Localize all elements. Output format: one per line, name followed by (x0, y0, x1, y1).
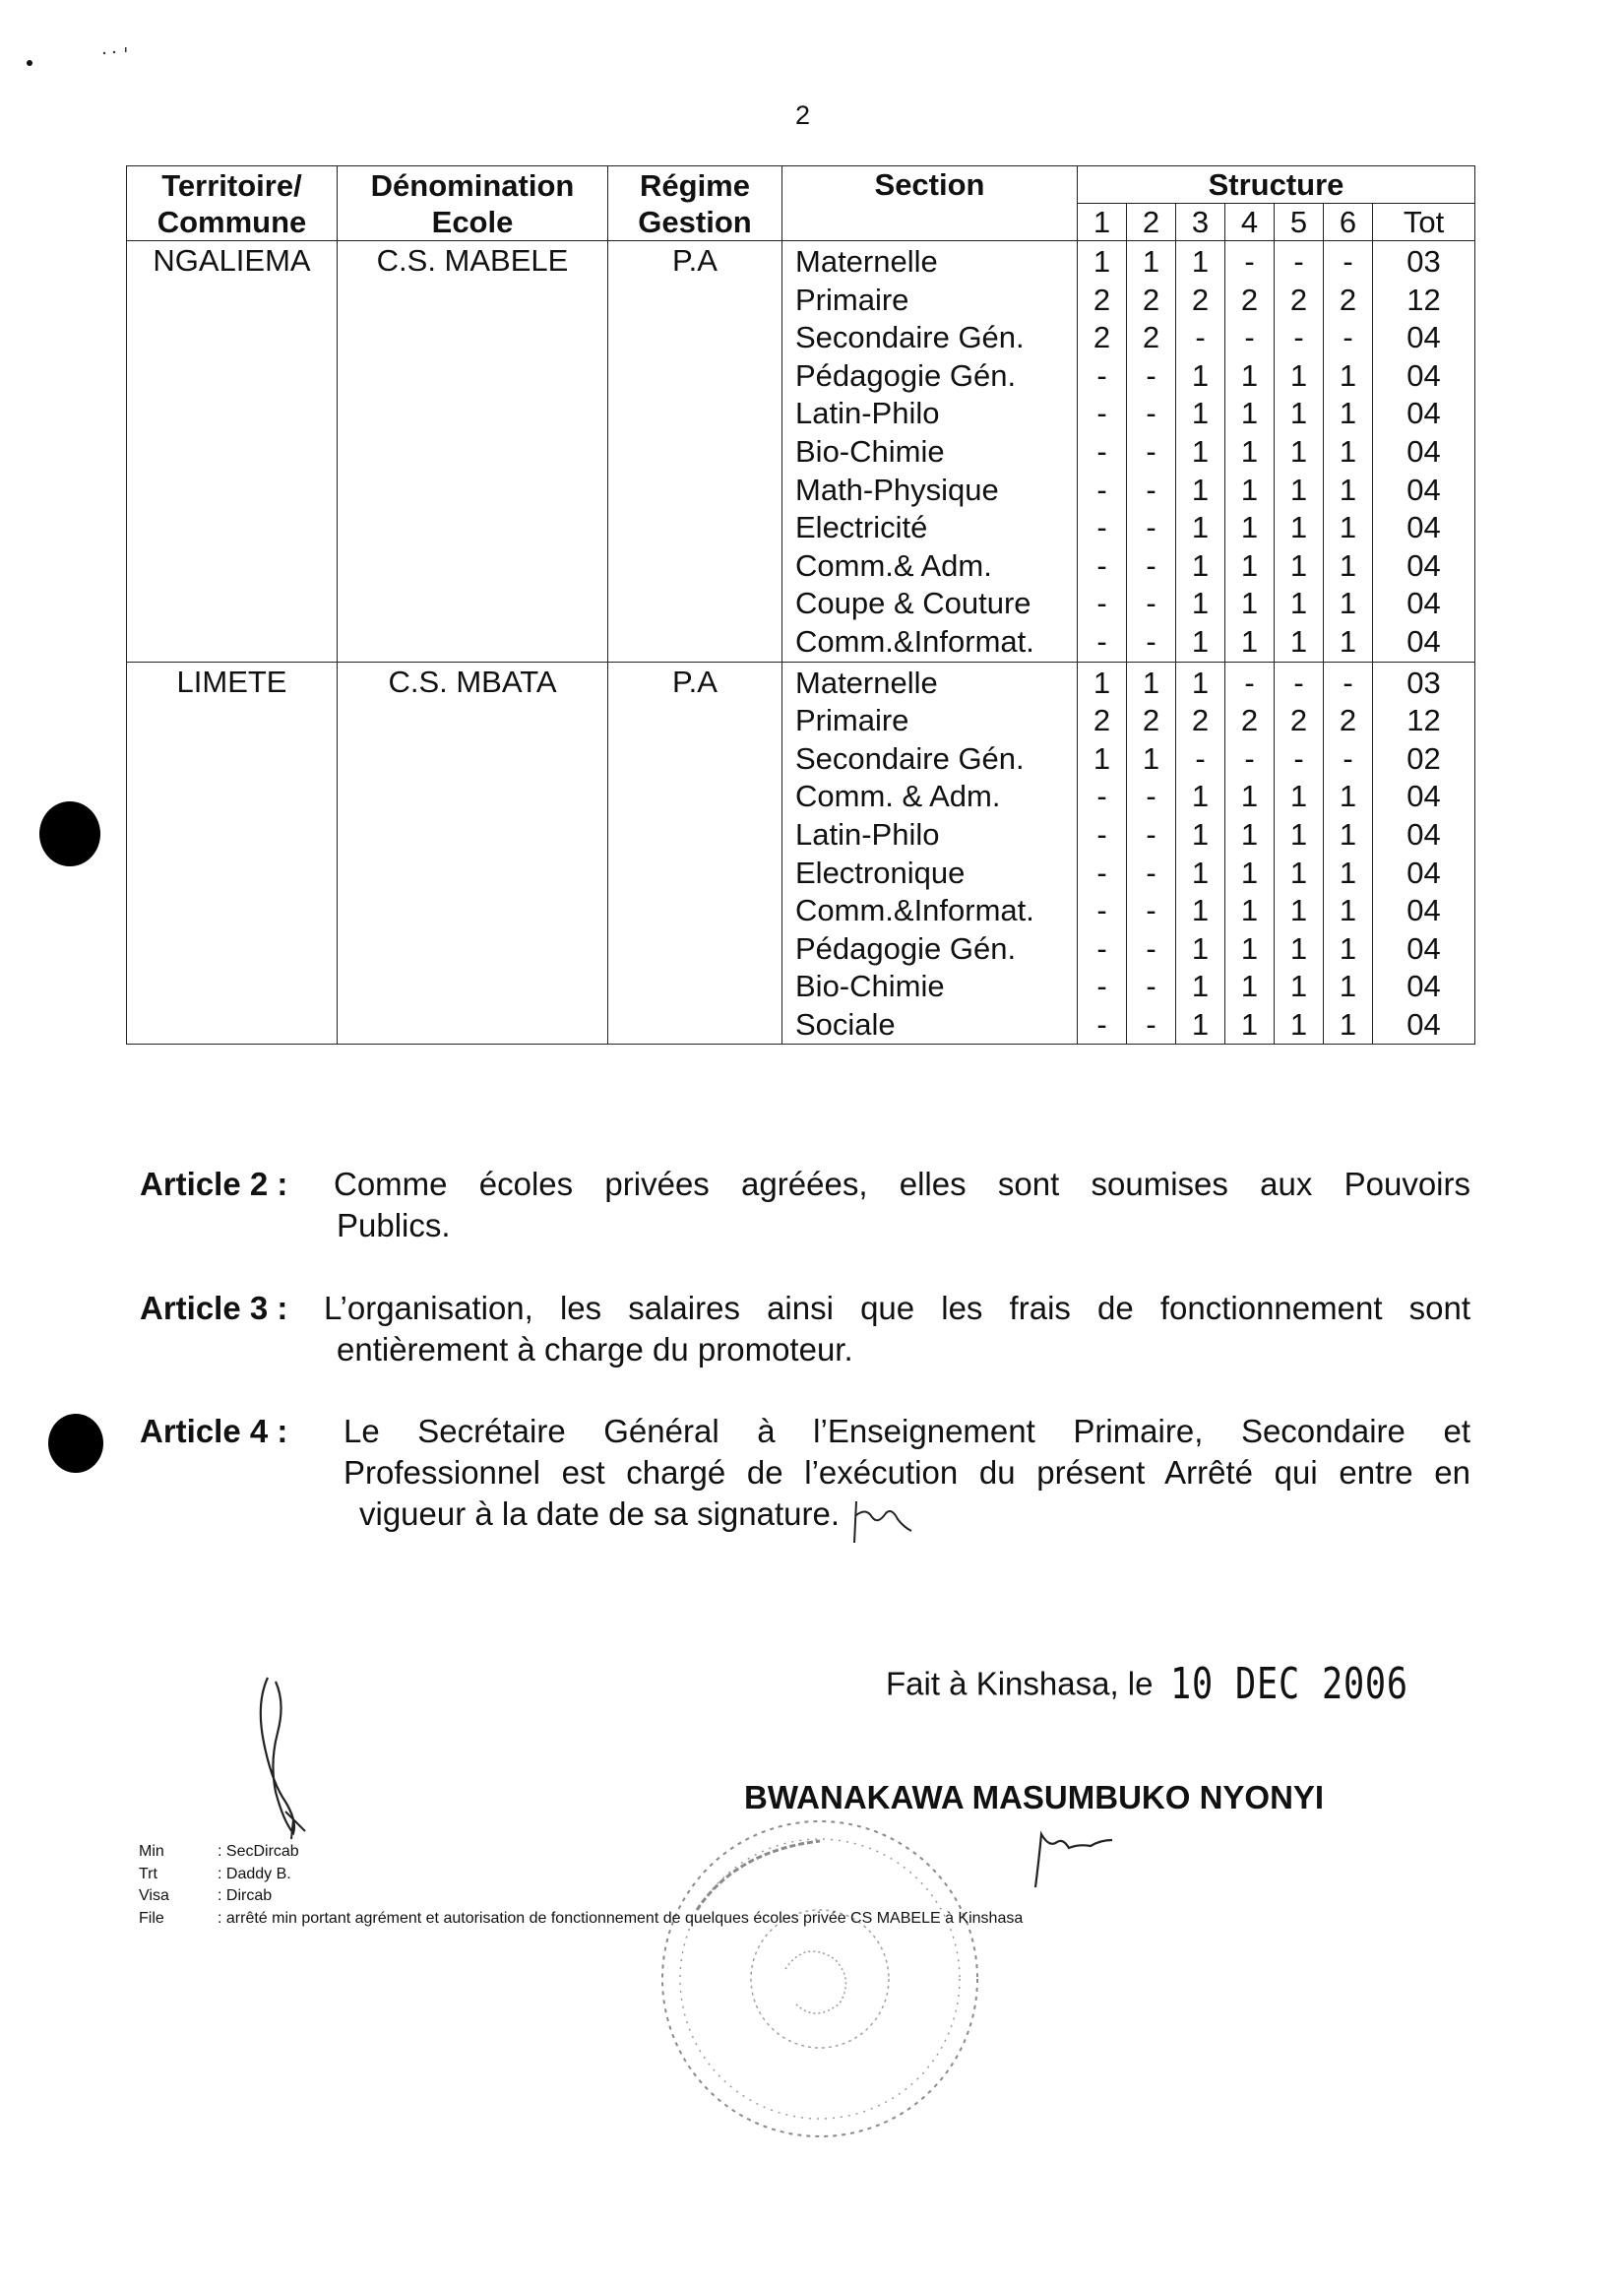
place-label: Fait à Kinshasa, le (886, 1665, 1154, 1702)
header-col-4: 4 (1225, 204, 1275, 241)
class-count: 1 (1240, 472, 1259, 507)
cell-year-column-3 (1176, 241, 1225, 663)
footer-row-trt: Trt : Daddy B. (139, 1865, 291, 1882)
class-count: 1 (1339, 855, 1357, 890)
class-count: 1 (1191, 244, 1210, 279)
class-count: - (1096, 586, 1107, 621)
class-count: 1 (1339, 396, 1357, 431)
class-count: 1 (1142, 665, 1160, 700)
section-name: Maternelle (795, 244, 938, 279)
total-value: 03 (1406, 244, 1441, 279)
total-value: 03 (1406, 665, 1441, 700)
class-count: - (1146, 816, 1156, 852)
total-value: 04 (1406, 396, 1441, 431)
cell-total-column (1373, 241, 1475, 663)
class-count: - (1096, 779, 1107, 814)
class-count: 1 (1240, 1006, 1259, 1042)
cell-year-column-5 (1275, 241, 1324, 663)
class-count: 1 (1339, 433, 1357, 469)
class-count: 1 (1191, 547, 1210, 583)
class-count: 1 (1289, 816, 1308, 852)
article-4 (140, 1411, 1470, 1545)
header-col-1: 1 (1078, 204, 1127, 241)
class-count: - (1146, 586, 1156, 621)
class-count: - (1146, 855, 1156, 890)
class-count: 1 (1191, 855, 1210, 890)
date-stamp: 10 DEC 2006 (1170, 1659, 1409, 1709)
class-count: 1 (1339, 930, 1357, 966)
class-count: 1 (1142, 244, 1160, 279)
class-count: - (1146, 472, 1156, 507)
class-count: 1 (1240, 623, 1259, 659)
header-col-6: 6 (1324, 204, 1373, 241)
article-4-text: Le Secrétaire Général à l’Enseignement Primaire, Secondaire et Professionnel est chargé de l’exécution du présent Arrêté qui entre en (344, 1413, 1470, 1491)
class-count: 2 (1093, 282, 1111, 317)
punch-hole-upper (35, 799, 104, 868)
class-count: 1 (1240, 816, 1259, 852)
class-count: - (1244, 665, 1255, 700)
class-count: - (1096, 893, 1107, 928)
class-count: 1 (1191, 510, 1210, 545)
class-count: 1 (1240, 510, 1259, 545)
class-count: 1 (1339, 547, 1357, 583)
total-value: 04 (1406, 930, 1441, 966)
total-value: 04 (1406, 855, 1441, 890)
section-name: Latin-Philo (795, 396, 940, 431)
class-count: - (1096, 930, 1107, 966)
class-count: - (1096, 547, 1107, 583)
class-count: - (1096, 396, 1107, 431)
article-2-text: Comme écoles privées agréées, elles sont soumises aux Pouvoirs (334, 1166, 1470, 1202)
class-count: 1 (1240, 396, 1259, 431)
class-count: 1 (1289, 510, 1308, 545)
article-3-text-cont: entièrement à charge du promoteur. (337, 1331, 853, 1367)
section-name: Latin-Philo (795, 816, 940, 852)
class-count: - (1096, 433, 1107, 469)
total-value: 04 (1406, 623, 1441, 659)
class-count: 2 (1142, 703, 1160, 738)
article-2 (140, 1164, 1470, 1246)
cell-total-column (1373, 662, 1475, 1045)
class-count: - (1343, 320, 1353, 355)
class-count: - (1195, 740, 1206, 776)
class-count: 1 (1191, 665, 1210, 700)
class-count: - (1146, 396, 1156, 431)
cell-year-column-6 (1324, 662, 1373, 1045)
class-count: 2 (1142, 282, 1160, 317)
cell-year-column-4 (1225, 662, 1275, 1045)
class-count: 1 (1289, 893, 1308, 928)
header-col-tot: Tot (1373, 204, 1475, 241)
scan-specks (20, 39, 128, 79)
header-col-2: 2 (1127, 204, 1176, 241)
class-count: 1 (1289, 547, 1308, 583)
class-count: 1 (1191, 779, 1210, 814)
header-col-3: 3 (1176, 204, 1225, 241)
section-name: Primaire (795, 703, 909, 738)
class-count: - (1146, 623, 1156, 659)
class-count: 1 (1289, 586, 1308, 621)
article-3-text: L’organisation, les salaires ainsi que les frais de fonctionnement sont (324, 1290, 1470, 1326)
section-name: Secondaire Gén. (795, 740, 1025, 776)
section-name: Sociale (795, 1006, 896, 1042)
section-name: Comm.&Informat. (795, 893, 1034, 928)
total-value: 04 (1406, 510, 1441, 545)
class-count: 1 (1289, 855, 1308, 890)
class-count: - (1293, 244, 1304, 279)
footer-row-file: File : arrêté min portant agrément et autorisation de fonctionnement de quelques écoles privée CS MABELE à Kinshasa (139, 1909, 1024, 1927)
header-regime: Régime Gestion (608, 166, 782, 241)
cell-sections (782, 662, 1078, 1045)
total-value: 02 (1406, 740, 1441, 776)
section-name: Pédagogie Gén. (795, 930, 1017, 966)
class-count: 1 (1191, 1006, 1210, 1042)
class-count: 1 (1339, 357, 1357, 393)
class-count: - (1244, 740, 1255, 776)
cell-year-column-1 (1078, 241, 1127, 663)
class-count: 1 (1240, 855, 1259, 890)
school-group-row (127, 662, 1475, 1045)
cell-territoire: NGALIEMA (127, 241, 338, 663)
class-count: 1 (1191, 357, 1210, 393)
class-count: 1 (1289, 472, 1308, 507)
class-count: 1 (1191, 472, 1210, 507)
class-count: - (1146, 357, 1156, 393)
class-count: 1 (1339, 472, 1357, 507)
class-count: - (1096, 855, 1107, 890)
class-count: 1 (1289, 623, 1308, 659)
cell-year-column-6 (1324, 241, 1373, 663)
cell-year-column-2 (1127, 662, 1176, 1045)
section-name: Comm. & Adm. (795, 779, 1001, 814)
header-col-5: 5 (1275, 204, 1324, 241)
class-count: 1 (1289, 969, 1308, 1004)
class-count: - (1146, 1006, 1156, 1042)
class-count: - (1146, 969, 1156, 1004)
class-count: 1 (1240, 779, 1259, 814)
class-count: 1 (1191, 816, 1210, 852)
handwritten-paraph (246, 1674, 325, 1841)
place-and-date (886, 1659, 1468, 1709)
class-count: - (1146, 893, 1156, 928)
total-value: 04 (1406, 357, 1441, 393)
class-count: - (1096, 969, 1107, 1004)
class-count: 2 (1289, 282, 1308, 317)
total-value: 12 (1406, 282, 1441, 317)
page-number: 2 (795, 100, 811, 130)
class-count: 1 (1289, 357, 1308, 393)
class-count: 1 (1240, 586, 1259, 621)
total-value: 04 (1406, 779, 1441, 814)
initials-mark (848, 1497, 917, 1545)
class-count: 2 (1289, 703, 1308, 738)
class-count: - (1195, 320, 1206, 355)
total-value: 04 (1406, 969, 1441, 1004)
cell-regime: P.A (608, 241, 782, 663)
class-count: 2 (1093, 320, 1111, 355)
class-count: 1 (1191, 433, 1210, 469)
article-4-text-cont: vigueur à la date de sa signature. (140, 1494, 1470, 1545)
signature (1024, 1826, 1132, 1895)
class-count: 1 (1289, 433, 1308, 469)
class-count: 2 (1093, 703, 1111, 738)
header-denomination: Dénomination Ecole (338, 166, 608, 241)
cell-ecole: C.S. MABELE (338, 241, 608, 663)
class-count: 1 (1191, 623, 1210, 659)
section-name: Bio-Chimie (795, 969, 945, 1004)
section-name: Electronique (795, 855, 966, 890)
class-count: 1 (1339, 623, 1357, 659)
section-name: Coupe & Couture (795, 586, 1031, 621)
class-count: 1 (1191, 396, 1210, 431)
class-count: - (1096, 1006, 1107, 1042)
class-count: 1 (1289, 396, 1308, 431)
article-4-label: Article 4 : (140, 1413, 288, 1449)
section-name: Comm.& Adm. (795, 547, 992, 583)
section-name: Electricité (795, 510, 928, 545)
class-count: 1 (1191, 893, 1210, 928)
class-count: 1 (1191, 586, 1210, 621)
class-count: - (1096, 472, 1107, 507)
class-count: 1 (1240, 433, 1259, 469)
class-count: 1 (1093, 244, 1111, 279)
article-3-label: Article 3 : (140, 1290, 288, 1326)
class-count: 1 (1339, 893, 1357, 928)
section-name: Comm.&Informat. (795, 623, 1034, 659)
class-count: - (1343, 244, 1353, 279)
class-count: 1 (1240, 357, 1259, 393)
section-name: Secondaire Gén. (795, 320, 1025, 355)
class-count: 2 (1142, 320, 1160, 355)
total-value: 04 (1406, 1006, 1441, 1042)
header-section: Section (782, 166, 1078, 241)
article-2-label: Article 2 : (140, 1166, 288, 1202)
class-count: 1 (1289, 1006, 1308, 1042)
total-value: 04 (1406, 547, 1441, 583)
class-count: 1 (1339, 969, 1357, 1004)
punch-hole-lower (45, 1410, 106, 1477)
cell-territoire: LIMETE (127, 662, 338, 1045)
class-count: - (1293, 665, 1304, 700)
section-name: Maternelle (795, 665, 938, 700)
class-count: - (1096, 510, 1107, 545)
total-value: 12 (1406, 703, 1441, 738)
total-value: 04 (1406, 893, 1441, 928)
school-group-row (127, 241, 1475, 663)
total-value: 04 (1406, 433, 1441, 469)
class-count: - (1146, 779, 1156, 814)
class-count: 1 (1339, 510, 1357, 545)
class-count: - (1096, 623, 1107, 659)
class-count: - (1244, 320, 1255, 355)
class-count: 1 (1339, 586, 1357, 621)
class-count: 1 (1093, 740, 1111, 776)
class-count: - (1293, 740, 1304, 776)
class-count: - (1096, 816, 1107, 852)
class-count: - (1146, 547, 1156, 583)
total-value: 04 (1406, 472, 1441, 507)
footer-references (139, 1841, 1023, 1930)
cell-year-column-1 (1078, 662, 1127, 1045)
class-count: 2 (1191, 282, 1210, 317)
class-count: 1 (1240, 930, 1259, 966)
class-count: 1 (1191, 969, 1210, 1004)
article-3 (140, 1288, 1470, 1370)
cell-year-column-5 (1275, 662, 1324, 1045)
footer-row-min: Min : SecDircab (139, 1843, 299, 1860)
class-count: 2 (1191, 703, 1210, 738)
class-count: 1 (1289, 930, 1308, 966)
class-count: - (1096, 357, 1107, 393)
school-structure-table (126, 165, 1475, 1045)
class-count: 1 (1339, 1006, 1357, 1042)
class-count: 1 (1240, 893, 1259, 928)
class-count: 1 (1142, 740, 1160, 776)
cell-year-column-2 (1127, 241, 1176, 663)
header-territoire: Territoire/ Commune (127, 166, 338, 241)
section-name: Bio-Chimie (795, 433, 945, 469)
class-count: 2 (1339, 703, 1357, 738)
class-count: - (1343, 665, 1353, 700)
class-count: 1 (1093, 665, 1111, 700)
class-count: 1 (1191, 930, 1210, 966)
class-count: 1 (1240, 547, 1259, 583)
cell-year-column-4 (1225, 241, 1275, 663)
class-count: - (1146, 510, 1156, 545)
class-count: 1 (1339, 779, 1357, 814)
section-name: Primaire (795, 282, 909, 317)
class-count: - (1343, 740, 1353, 776)
section-name: Pédagogie Gén. (795, 357, 1017, 393)
cell-sections (782, 241, 1078, 663)
header-structure: Structure (1078, 166, 1475, 204)
total-value: 04 (1406, 320, 1441, 355)
total-value: 04 (1406, 586, 1441, 621)
article-2-text-cont: Publics. (337, 1207, 451, 1243)
total-value: 04 (1406, 816, 1441, 852)
section-name: Math-Physique (795, 472, 999, 507)
class-count: 1 (1289, 779, 1308, 814)
class-count: - (1244, 244, 1255, 279)
cell-regime: P.A (608, 662, 782, 1045)
footer-row-visa: Visa : Dircab (139, 1887, 273, 1904)
class-count: - (1146, 930, 1156, 966)
class-count: 1 (1339, 816, 1357, 852)
signer-name: BWANAKAWA MASUMBUKO NYONYI (744, 1779, 1325, 1815)
class-count: 1 (1240, 969, 1259, 1004)
class-count: - (1293, 320, 1304, 355)
cell-ecole: C.S. MBATA (338, 662, 608, 1045)
class-count: - (1146, 433, 1156, 469)
class-count: 2 (1339, 282, 1357, 317)
class-count: 2 (1240, 703, 1259, 738)
cell-year-column-3 (1176, 662, 1225, 1045)
class-count: 2 (1240, 282, 1259, 317)
